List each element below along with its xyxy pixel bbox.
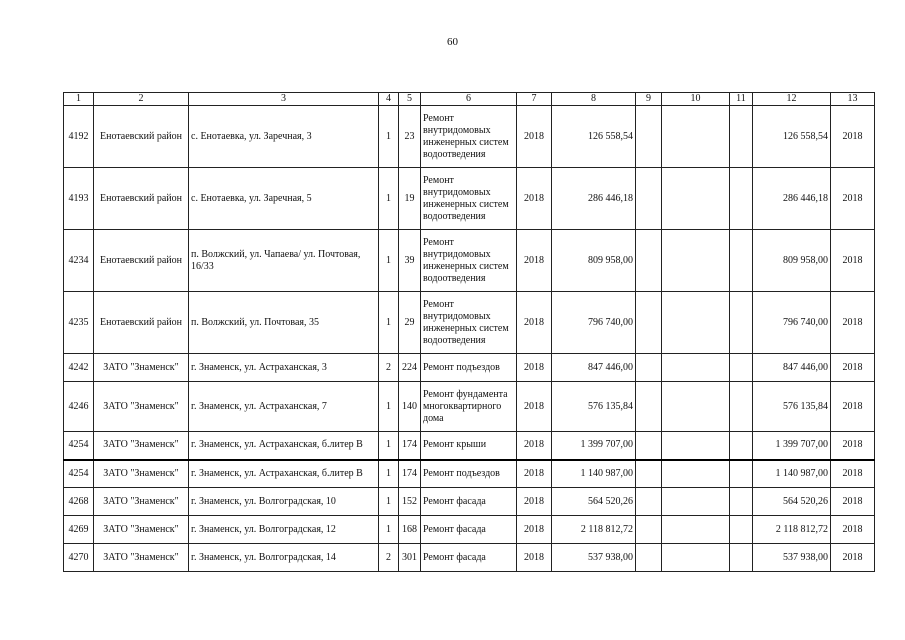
cell-year: 2018 bbox=[517, 106, 552, 168]
cell-col-9 bbox=[636, 230, 662, 292]
cell-address: с. Енотаевка, ул. Заречная, 3 bbox=[189, 106, 379, 168]
cell-record-id: 4246 bbox=[64, 382, 94, 432]
cell-year: 2018 bbox=[517, 544, 552, 572]
cell-address: г. Знаменск, ул. Волгоградская, 10 bbox=[189, 488, 379, 516]
cell-col-9 bbox=[636, 432, 662, 460]
cell-col-10 bbox=[662, 292, 730, 354]
cell-entrance-count: 2 bbox=[379, 354, 399, 382]
cell-cost-col-12: 537 938,00 bbox=[753, 544, 831, 572]
cell-year: 2018 bbox=[517, 432, 552, 460]
cell-year-col-13: 2018 bbox=[831, 106, 875, 168]
cell-apartment-count: 301 bbox=[399, 544, 421, 572]
table-row bbox=[64, 432, 875, 460]
cell-work-type: Ремонт внутридомовых инженерных систем водоотведения bbox=[421, 292, 517, 354]
cell-record-id: 4254 bbox=[64, 460, 94, 488]
cell-col-11 bbox=[730, 382, 753, 432]
cell-cost-col-12: 2 118 812,72 bbox=[753, 516, 831, 544]
cell-address: п. Волжский, ул. Чапаева/ ул. Почтовая, 16/33 bbox=[189, 230, 379, 292]
cell-col-11 bbox=[730, 516, 753, 544]
cell-col-10 bbox=[662, 544, 730, 572]
cell-col-10 bbox=[662, 106, 730, 168]
cell-year: 2018 bbox=[517, 516, 552, 544]
cell-record-id: 4242 bbox=[64, 354, 94, 382]
column-header: 5 bbox=[399, 93, 421, 106]
cell-entrance-count: 1 bbox=[379, 460, 399, 488]
cell-col-10 bbox=[662, 460, 730, 488]
table-row bbox=[64, 354, 875, 382]
cell-record-id: 4193 bbox=[64, 168, 94, 230]
cell-col-9 bbox=[636, 460, 662, 488]
table-row bbox=[64, 460, 875, 488]
cell-year-col-13: 2018 bbox=[831, 354, 875, 382]
column-header: 9 bbox=[636, 93, 662, 106]
cell-year-col-13: 2018 bbox=[831, 230, 875, 292]
cell-work-type: Ремонт внутридомовых инженерных систем водоотведения bbox=[421, 106, 517, 168]
cell-year-col-13: 2018 bbox=[831, 544, 875, 572]
table-row bbox=[64, 230, 875, 292]
cell-apartment-count: 174 bbox=[399, 460, 421, 488]
column-header: 7 bbox=[517, 93, 552, 106]
cell-cost-col-12: 1 399 707,00 bbox=[753, 432, 831, 460]
cell-total-cost: 847 446,00 bbox=[552, 354, 636, 382]
cell-year-col-13: 2018 bbox=[831, 488, 875, 516]
cell-year: 2018 bbox=[517, 354, 552, 382]
cell-col-10 bbox=[662, 432, 730, 460]
cell-total-cost: 537 938,00 bbox=[552, 544, 636, 572]
cell-work-type: Ремонт фасада bbox=[421, 488, 517, 516]
cell-record-id: 4270 bbox=[64, 544, 94, 572]
cell-entrance-count: 1 bbox=[379, 230, 399, 292]
cell-year: 2018 bbox=[517, 382, 552, 432]
cell-entrance-count: 1 bbox=[379, 516, 399, 544]
column-header: 8 bbox=[552, 93, 636, 106]
cell-apartment-count: 19 bbox=[399, 168, 421, 230]
cell-col-10 bbox=[662, 382, 730, 432]
cell-district: Енотаевский район bbox=[94, 168, 189, 230]
cell-cost-col-12: 809 958,00 bbox=[753, 230, 831, 292]
table-row bbox=[64, 516, 875, 544]
column-header: 1 bbox=[64, 93, 94, 106]
cell-cost-col-12: 564 520,26 bbox=[753, 488, 831, 516]
cell-address: г. Знаменск, ул. Волгоградская, 14 bbox=[189, 544, 379, 572]
cell-total-cost: 2 118 812,72 bbox=[552, 516, 636, 544]
cell-apartment-count: 174 bbox=[399, 432, 421, 460]
cell-address: г. Знаменск, ул. Астраханская, 3 bbox=[189, 354, 379, 382]
cell-col-10 bbox=[662, 488, 730, 516]
cell-col-10 bbox=[662, 230, 730, 292]
cell-cost-col-12: 1 140 987,00 bbox=[753, 460, 831, 488]
cell-work-type: Ремонт фундамента многоквартирного дома bbox=[421, 382, 517, 432]
column-header: 12 bbox=[753, 93, 831, 106]
cell-year: 2018 bbox=[517, 488, 552, 516]
cell-year-col-13: 2018 bbox=[831, 516, 875, 544]
cell-apartment-count: 29 bbox=[399, 292, 421, 354]
cell-col-9 bbox=[636, 516, 662, 544]
column-header: 4 bbox=[379, 93, 399, 106]
cell-district: ЗАТО "Знаменск" bbox=[94, 544, 189, 572]
cell-work-type: Ремонт фасада bbox=[421, 544, 517, 572]
cell-address: п. Волжский, ул. Почтовая, 35 bbox=[189, 292, 379, 354]
cell-work-type: Ремонт внутридомовых инженерных систем водоотведения bbox=[421, 168, 517, 230]
cell-apartment-count: 152 bbox=[399, 488, 421, 516]
cell-year: 2018 bbox=[517, 292, 552, 354]
cell-col-11 bbox=[730, 432, 753, 460]
cell-cost-col-12: 847 446,00 bbox=[753, 354, 831, 382]
page-number: 60 bbox=[447, 36, 458, 48]
cell-record-id: 4235 bbox=[64, 292, 94, 354]
column-number-row bbox=[64, 93, 875, 106]
cell-col-9 bbox=[636, 354, 662, 382]
cell-record-id: 4268 bbox=[64, 488, 94, 516]
cell-apartment-count: 39 bbox=[399, 230, 421, 292]
cell-year: 2018 bbox=[517, 168, 552, 230]
cell-apartment-count: 23 bbox=[399, 106, 421, 168]
cell-entrance-count: 2 bbox=[379, 544, 399, 572]
cell-address: г. Знаменск, ул. Астраханская, б.литер В bbox=[189, 432, 379, 460]
cell-total-cost: 286 446,18 bbox=[552, 168, 636, 230]
repair-program-table bbox=[63, 92, 875, 572]
cell-year-col-13: 2018 bbox=[831, 292, 875, 354]
cell-total-cost: 126 558,54 bbox=[552, 106, 636, 168]
cell-year: 2018 bbox=[517, 460, 552, 488]
cell-entrance-count: 1 bbox=[379, 382, 399, 432]
cell-apartment-count: 224 bbox=[399, 354, 421, 382]
cell-year-col-13: 2018 bbox=[831, 432, 875, 460]
cell-district: Енотаевский район bbox=[94, 106, 189, 168]
cell-col-10 bbox=[662, 354, 730, 382]
cell-total-cost: 1 140 987,00 bbox=[552, 460, 636, 488]
table-row bbox=[64, 544, 875, 572]
cell-address: г. Знаменск, ул. Астраханская, б.литер В bbox=[189, 460, 379, 488]
column-header: 6 bbox=[421, 93, 517, 106]
table-row bbox=[64, 106, 875, 168]
cell-district: Енотаевский район bbox=[94, 230, 189, 292]
cell-apartment-count: 168 bbox=[399, 516, 421, 544]
cell-district: ЗАТО "Знаменск" bbox=[94, 354, 189, 382]
cell-col-9 bbox=[636, 106, 662, 168]
cell-address: с. Енотаевка, ул. Заречная, 5 bbox=[189, 168, 379, 230]
cell-cost-col-12: 576 135,84 bbox=[753, 382, 831, 432]
cell-work-type: Ремонт фасада bbox=[421, 516, 517, 544]
cell-district: ЗАТО "Знаменск" bbox=[94, 488, 189, 516]
cell-district: ЗАТО "Знаменск" bbox=[94, 516, 189, 544]
cell-col-11 bbox=[730, 230, 753, 292]
cell-entrance-count: 1 bbox=[379, 106, 399, 168]
cell-record-id: 4192 bbox=[64, 106, 94, 168]
cell-work-type: Ремонт внутридомовых инженерных систем водоотведения bbox=[421, 230, 517, 292]
cell-col-11 bbox=[730, 292, 753, 354]
cell-cost-col-12: 286 446,18 bbox=[753, 168, 831, 230]
column-header: 13 bbox=[831, 93, 875, 106]
cell-col-9 bbox=[636, 292, 662, 354]
cell-col-9 bbox=[636, 544, 662, 572]
cell-col-11 bbox=[730, 106, 753, 168]
table-row bbox=[64, 488, 875, 516]
cell-record-id: 4269 bbox=[64, 516, 94, 544]
cell-district: ЗАТО "Знаменск" bbox=[94, 382, 189, 432]
table-row bbox=[64, 168, 875, 230]
cell-record-id: 4254 bbox=[64, 432, 94, 460]
cell-work-type: Ремонт подъездов bbox=[421, 460, 517, 488]
cell-total-cost: 809 958,00 bbox=[552, 230, 636, 292]
cell-work-type: Ремонт подъездов bbox=[421, 354, 517, 382]
cell-col-11 bbox=[730, 168, 753, 230]
cell-entrance-count: 1 bbox=[379, 432, 399, 460]
cell-col-9 bbox=[636, 382, 662, 432]
cell-col-11 bbox=[730, 460, 753, 488]
cell-entrance-count: 1 bbox=[379, 488, 399, 516]
cell-col-9 bbox=[636, 488, 662, 516]
cell-year-col-13: 2018 bbox=[831, 460, 875, 488]
cell-year-col-13: 2018 bbox=[831, 168, 875, 230]
cell-cost-col-12: 796 740,00 bbox=[753, 292, 831, 354]
column-header: 10 bbox=[662, 93, 730, 106]
column-header: 11 bbox=[730, 93, 753, 106]
cell-year: 2018 bbox=[517, 230, 552, 292]
cell-col-9 bbox=[636, 168, 662, 230]
column-header: 2 bbox=[94, 93, 189, 106]
cell-entrance-count: 1 bbox=[379, 292, 399, 354]
column-header: 3 bbox=[189, 93, 379, 106]
cell-district: Енотаевский район bbox=[94, 292, 189, 354]
cell-total-cost: 564 520,26 bbox=[552, 488, 636, 516]
cell-address: г. Знаменск, ул. Астраханская, 7 bbox=[189, 382, 379, 432]
cell-apartment-count: 140 bbox=[399, 382, 421, 432]
table-row bbox=[64, 382, 875, 432]
cell-total-cost: 1 399 707,00 bbox=[552, 432, 636, 460]
cell-col-11 bbox=[730, 354, 753, 382]
cell-col-11 bbox=[730, 488, 753, 516]
cell-address: г. Знаменск, ул. Волгоградская, 12 bbox=[189, 516, 379, 544]
cell-record-id: 4234 bbox=[64, 230, 94, 292]
cell-cost-col-12: 126 558,54 bbox=[753, 106, 831, 168]
cell-district: ЗАТО "Знаменск" bbox=[94, 460, 189, 488]
cell-col-10 bbox=[662, 516, 730, 544]
cell-col-11 bbox=[730, 544, 753, 572]
cell-total-cost: 796 740,00 bbox=[552, 292, 636, 354]
cell-entrance-count: 1 bbox=[379, 168, 399, 230]
cell-work-type: Ремонт крыши bbox=[421, 432, 517, 460]
cell-total-cost: 576 135,84 bbox=[552, 382, 636, 432]
cell-year-col-13: 2018 bbox=[831, 382, 875, 432]
cell-district: ЗАТО "Знаменск" bbox=[94, 432, 189, 460]
cell-col-10 bbox=[662, 168, 730, 230]
table-row bbox=[64, 292, 875, 354]
